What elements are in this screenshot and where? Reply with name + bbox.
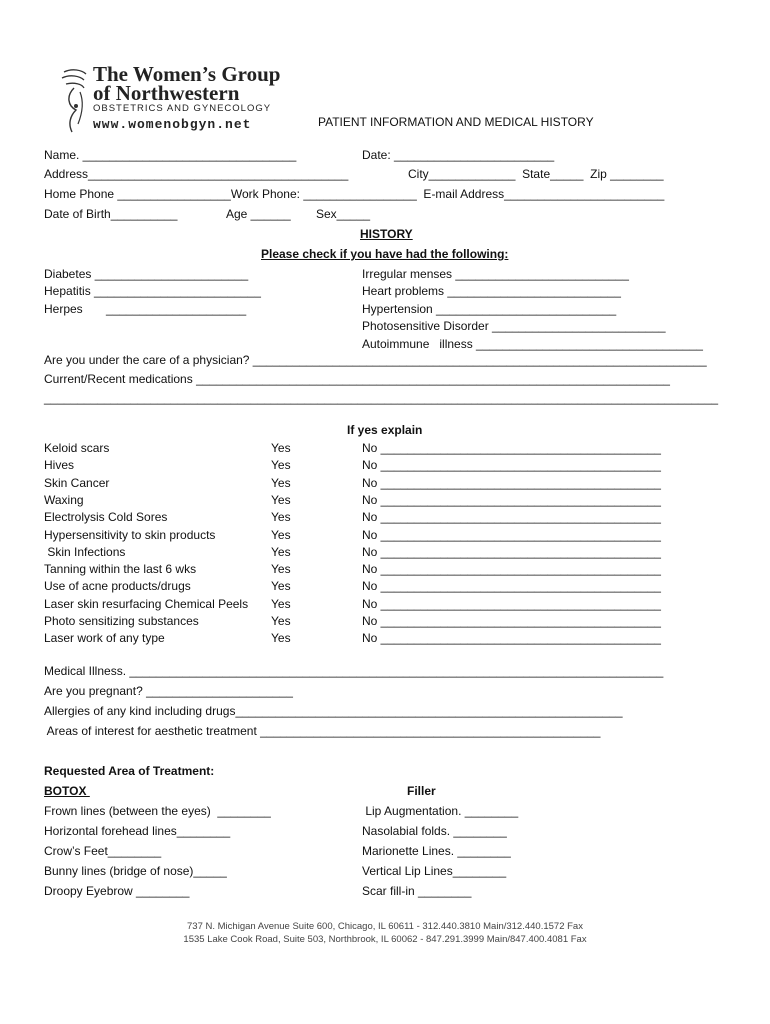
condition-no-explain-field[interactable]: No __________________________________________ [362,458,661,472]
history-item[interactable]: Herpes _____________________ [44,302,247,316]
condition-label: Keloid scars [44,441,110,455]
logo-line2: of Northwestern [93,81,240,105]
logo-subtitle: OBSTETRICS AND GYNECOLOGY [93,103,272,114]
history-instruction: Please check if you have had the following: [261,247,509,261]
condition-yes-option[interactable]: Yes [271,528,291,542]
history-item[interactable]: Heart problems __________________________ [362,284,621,298]
condition-label: Waxing [44,493,84,507]
condition-label: Skin Cancer [44,476,110,490]
condition-yes-option[interactable]: Yes [271,510,291,524]
physician-field[interactable]: Are you under the care of a physician? ____________________________________________________________________ [44,353,707,367]
address-field[interactable]: Address_______________________________________ [44,167,349,181]
history-item[interactable]: Irregular menses __________________________ [362,267,629,281]
logo-line1: The Women’s Group [93,62,281,86]
condition-label: Hives [44,458,75,472]
phone-email-field[interactable]: Home Phone _________________Work Phone: _________________ E-mail Address________________________ [44,187,665,201]
filler-area-field[interactable]: Vertical Lip Lines________ [362,864,507,878]
condition-no-explain-field[interactable]: No __________________________________________ [362,545,661,559]
condition-no-explain-field[interactable]: No __________________________________________ [362,562,661,576]
explain-header: If yes explain [347,423,423,437]
treatment-heading: Requested Area of Treatment: [44,764,215,778]
condition-yes-option[interactable]: Yes [271,597,291,611]
condition-label: Skin Infections [44,545,126,559]
condition-label: Electrolysis Cold Sores [44,510,168,524]
condition-yes-option[interactable]: Yes [271,441,291,455]
condition-yes-option[interactable]: Yes [271,476,291,490]
footer-address-1: 737 N. Michigan Avenue Suite 600, Chicago, IL 60611 - 312.440.3810 Main/312.440.1572 Fax [187,921,583,932]
history-item[interactable]: Photosensitive Disorder __________________________ [362,319,666,333]
condition-no-explain-field[interactable]: No __________________________________________ [362,441,661,455]
condition-yes-option[interactable]: Yes [271,545,291,559]
botox-area-field[interactable]: Bunny lines (bridge of nose)_____ [44,864,227,878]
date-field[interactable]: Date: ________________________ [362,148,555,162]
condition-no-explain-field[interactable]: No __________________________________________ [362,528,661,542]
filler-area-field[interactable]: Lip Augmentation. ________ [362,804,519,818]
condition-no-explain-field[interactable]: No __________________________________________ [362,614,661,628]
medical-illness-field[interactable]: Medical Illness. ________________________________________________________________________________ [44,664,664,678]
condition-no-explain-field[interactable]: No __________________________________________ [362,476,661,490]
medications-field[interactable]: Current/Recent medications _______________________________________________________________________ [44,372,670,386]
condition-label: Use of acne products/drugs [44,579,191,593]
history-item[interactable]: Hepatitis _________________________ [44,284,261,298]
logo-url[interactable]: www.womenobgyn.net [93,117,252,132]
sex-field[interactable]: Sex_____ [316,207,371,221]
botox-title: BOTOX [44,784,90,798]
history-heading: HISTORY [360,227,413,241]
botox-area-field[interactable]: Frown lines (between the eyes) ________ [44,804,271,818]
history-item[interactable]: Hypertension ___________________________ [362,302,617,316]
botox-area-field[interactable]: Droopy Eyebrow ________ [44,884,190,898]
filler-area-field[interactable]: Marionette Lines. ________ [362,844,511,858]
filler-title: Filler [407,784,436,798]
filler-area-field[interactable]: Scar fill-in ________ [362,884,472,898]
footer-address-2: 1535 Lake Cook Road, Suite 503, Northbrook, IL 60062 - 847.291.3999 Main/847.400.4081 Fax [183,934,587,945]
condition-label: Tanning within the last 6 wks [44,562,197,576]
dob-field[interactable]: Date of Birth__________ [44,207,178,221]
condition-no-explain-field[interactable]: No __________________________________________ [362,597,661,611]
pregnant-field[interactable]: Are you pregnant? ______________________ [44,684,293,698]
botox-area-field[interactable]: Crow’s Feet________ [44,844,162,858]
filler-area-field[interactable]: Nasolabial folds. ________ [362,824,507,838]
condition-label: Laser work of any type [44,631,165,645]
condition-yes-option[interactable]: Yes [271,458,291,472]
condition-no-explain-field[interactable]: No __________________________________________ [362,579,661,593]
botox-area-field[interactable]: Horizontal forehead lines________ [44,824,231,838]
condition-yes-option[interactable]: Yes [271,579,291,593]
history-item[interactable]: Diabetes _______________________ [44,267,249,281]
medications-continued-line[interactable]: _____________________________________________________________________________________________________ [44,391,719,405]
age-field[interactable]: Age ______ [226,207,291,221]
allergies-field[interactable]: Allergies of any kind including drugs__________________________________________________________ [44,704,623,718]
condition-label: Laser skin resurfacing Chemical Peels [44,597,249,611]
condition-yes-option[interactable]: Yes [271,631,291,645]
condition-label: Hypersensitivity to skin products [44,528,216,542]
name-field[interactable]: Name. ________________________________ [44,148,297,162]
form-title: PATIENT INFORMATION AND MEDICAL HISTORY [318,115,594,129]
condition-no-explain-field[interactable]: No __________________________________________ [362,493,661,507]
logo-figure-icon [56,62,92,134]
condition-label: Photo sensitizing substances [44,614,199,628]
condition-no-explain-field[interactable]: No __________________________________________ [362,631,661,645]
history-item[interactable]: Autoimmune illness __________________________________ [362,337,703,351]
city-state-zip-field[interactable]: City_____________ State_____ Zip ________ [408,167,664,181]
condition-yes-option[interactable]: Yes [271,493,291,507]
condition-yes-option[interactable]: Yes [271,614,291,628]
aesthetic-interest-field[interactable]: Areas of interest for aesthetic treatment ___________________________________________________ [44,724,601,738]
condition-no-explain-field[interactable]: No __________________________________________ [362,510,661,524]
condition-yes-option[interactable]: Yes [271,562,291,576]
